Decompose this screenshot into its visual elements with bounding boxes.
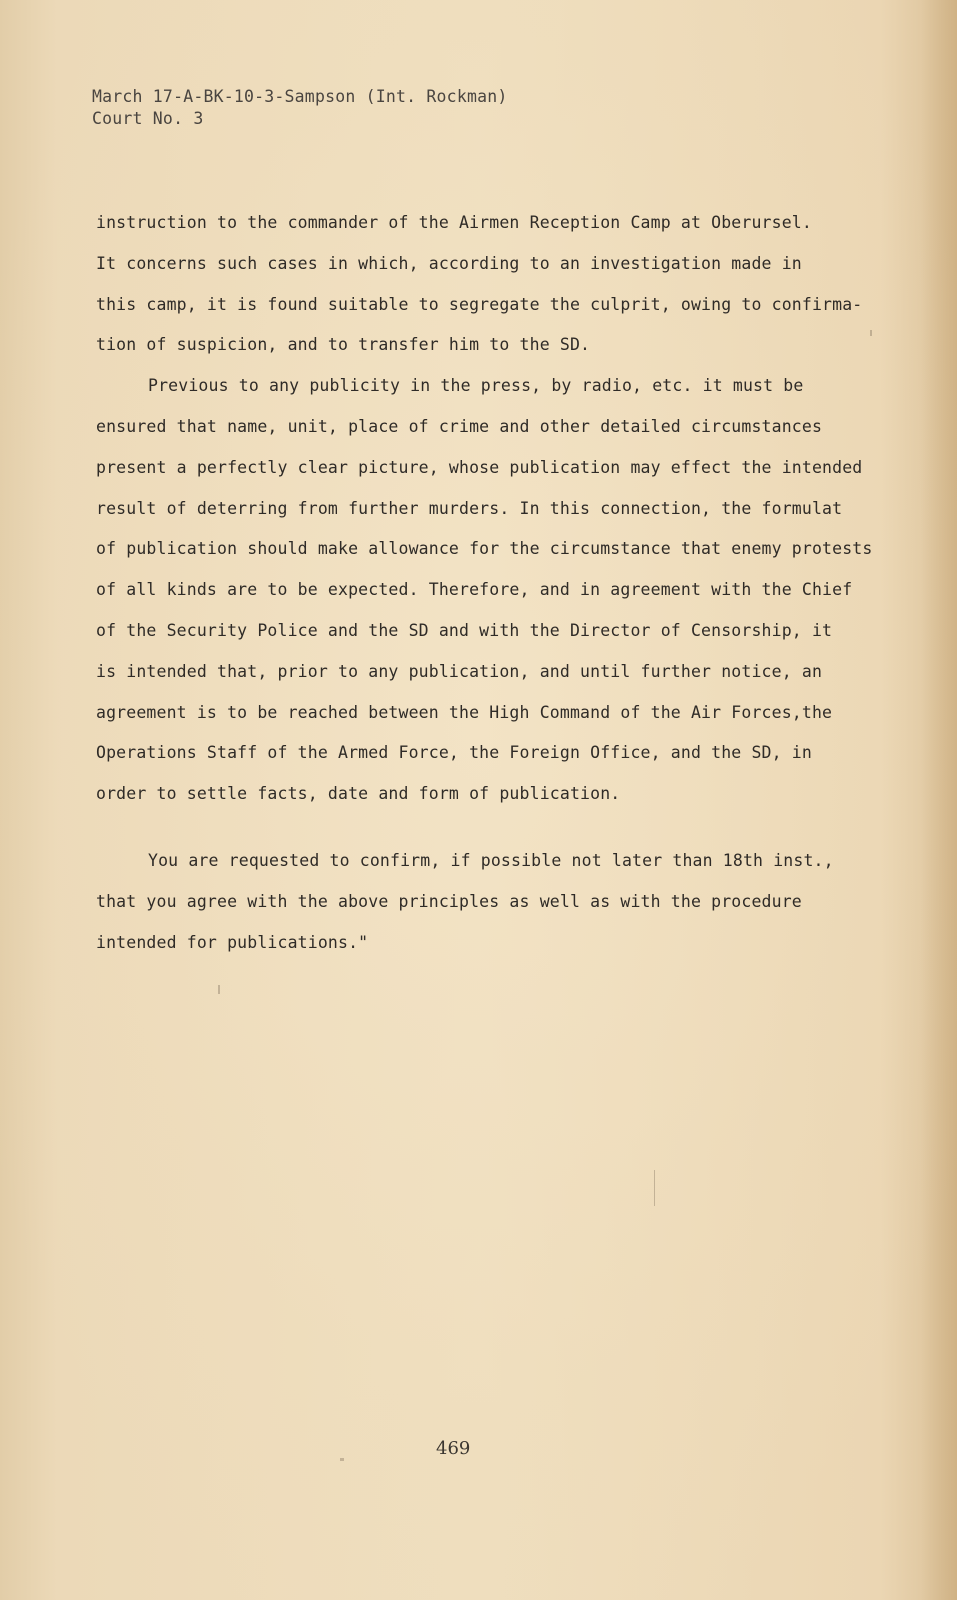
paragraph-2 bbox=[96, 366, 876, 815]
text-line: Previous to any publicity in the press, by radio, etc. it must be bbox=[148, 376, 804, 396]
text-line: of the Security Police and the SD and with the Director of Censorship, it bbox=[96, 620, 833, 640]
document-body bbox=[96, 203, 876, 963]
paragraph-3 bbox=[96, 841, 876, 963]
page-edge-shadow bbox=[921, 0, 957, 1600]
header-court-line: Court No. 3 bbox=[92, 109, 204, 128]
text-line: It concerns such cases in which, according to an investigation made in bbox=[96, 253, 802, 273]
text-line: tion of suspicion, and to transfer him to the SD. bbox=[96, 335, 591, 355]
text-line: intended for publications." bbox=[96, 932, 369, 952]
text-line: You are requested to confirm, if possible not later than 18th inst., bbox=[148, 850, 834, 870]
text-line: is intended that, prior to any publication, and until further notice, an bbox=[96, 661, 823, 681]
text-line: of publication should make allowance for the circumstance that enemy protests bbox=[96, 539, 873, 559]
paper-speck bbox=[218, 985, 220, 994]
text-line: Operations Staff of the Armed Force, the Foreign Office, and the SD, in bbox=[96, 743, 812, 763]
text-line: this camp, it is found suitable to segregate the culprit, owing to confirma- bbox=[96, 294, 863, 314]
text-line: order to settle facts, date and form of publication. bbox=[96, 784, 621, 804]
text-line: agreement is to be reached between the High Command of the Air Forces,the bbox=[96, 702, 833, 722]
text-line: of all kinds are to be expected. Therefore, and in agreement with the Chief bbox=[96, 580, 853, 600]
paragraph-1 bbox=[96, 203, 876, 366]
document-header bbox=[92, 86, 508, 130]
paper-speck bbox=[654, 1170, 655, 1206]
paragraph-gap bbox=[96, 815, 876, 841]
header-case-line: March 17-A-BK-10-3-Sampson (Int. Rockman) bbox=[92, 87, 508, 106]
text-line: instruction to the commander of the Airmen Reception Camp at Oberursel. bbox=[96, 213, 812, 232]
text-line: that you agree with the above principles as well as with the procedure bbox=[96, 891, 802, 911]
text-line: ensured that name, unit, place of crime and other detailed circumstances bbox=[96, 416, 823, 436]
paper-speck bbox=[340, 1458, 344, 1461]
text-line: result of deterring from further murders. In this connection, the formulat bbox=[96, 498, 843, 518]
text-line: present a perfectly clear picture, whose publication may effect the intended bbox=[96, 457, 863, 477]
paper-speck bbox=[870, 330, 872, 336]
page-number: 469 bbox=[436, 1438, 471, 1459]
